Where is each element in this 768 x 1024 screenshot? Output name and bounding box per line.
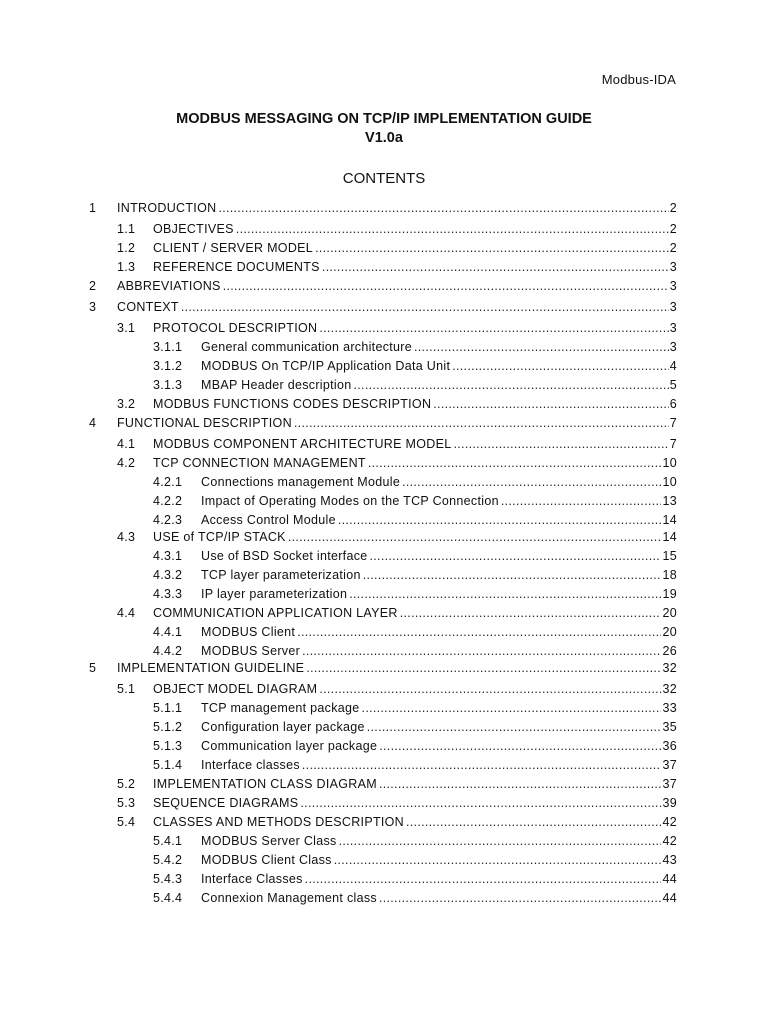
toc-entry[interactable] (0, 756, 768, 775)
toc-entry-number: 1.2 (117, 241, 136, 255)
toc-entry-number: 2 (89, 279, 97, 293)
toc-entry-number: 5.1.2 (153, 720, 183, 734)
toc-entry[interactable] (0, 659, 768, 678)
toc-dot-leader (322, 258, 669, 277)
toc-dot-leader (454, 435, 669, 454)
toc-entry-number: 5.3 (117, 796, 136, 810)
toc-entry-number: 1.3 (117, 260, 136, 274)
toc-entry-number: 3.1.2 (153, 359, 183, 373)
toc-entry[interactable] (0, 680, 768, 699)
toc-dot-leader (363, 566, 662, 585)
toc-entry-title: ABBREVIATIONS (117, 279, 221, 293)
toc-entry[interactable] (0, 298, 768, 317)
toc-entry[interactable] (0, 889, 768, 908)
toc-dot-leader (339, 832, 662, 851)
toc-entry-page: 6 (669, 397, 677, 411)
toc-entry-page: 43 (662, 853, 677, 867)
toc-entry[interactable] (0, 585, 768, 604)
toc-entry-title: Connections management Module (201, 475, 401, 489)
toc-dot-leader (402, 473, 661, 492)
toc-entry-page: 42 (662, 834, 677, 848)
toc-entry[interactable] (0, 794, 768, 813)
toc-entry-page: 10 (662, 475, 677, 489)
toc-entry-number: 4.4.1 (153, 625, 183, 639)
toc-entry-title: CONTEXT (117, 300, 179, 314)
toc-entry-title: MODBUS Server (201, 644, 301, 658)
toc-entry-title: Use of BSD Socket interface (201, 549, 368, 563)
toc-dot-leader (297, 623, 661, 642)
toc-entry-page: 39 (662, 796, 677, 810)
toc-entry-page: 26 (662, 644, 677, 658)
toc-entry-page: 2 (669, 222, 677, 236)
toc-entry[interactable] (0, 623, 768, 642)
toc-entry-title: INTRODUCTION (117, 201, 217, 215)
toc-entry-title: IMPLEMENTATION CLASS DIAGRAM (153, 777, 377, 791)
toc-entry-page: 35 (662, 720, 677, 734)
toc-dot-leader (400, 604, 662, 623)
toc-entry-page: 33 (662, 701, 677, 715)
toc-entry-number: 5.1.3 (153, 739, 183, 753)
toc-dot-leader (349, 585, 661, 604)
toc-entry-number: 4.3.1 (153, 549, 183, 563)
toc-entry-page: 36 (662, 739, 677, 753)
toc-entry-page: 2 (669, 241, 677, 255)
toc-dot-leader (305, 870, 662, 889)
toc-entry[interactable] (0, 775, 768, 794)
toc-entry-page: 32 (662, 661, 677, 675)
toc-entry-page: 14 (662, 513, 677, 527)
toc-entry-number: 4.2.1 (153, 475, 183, 489)
toc-entry-title: MODBUS FUNCTIONS CODES DESCRIPTION (153, 397, 432, 411)
title-line-1: MODBUS MESSAGING ON TCP/IP IMPLEMENTATION GUIDE (176, 111, 592, 127)
toc-entry-number: 1.1 (117, 222, 136, 236)
toc-entry-number: 4.3.3 (153, 587, 183, 601)
toc-entry-title: REFERENCE DOCUMENTS (153, 260, 320, 274)
toc-entry-page: 20 (662, 625, 677, 639)
toc-dot-leader (379, 737, 661, 756)
toc-entry[interactable] (0, 199, 768, 218)
toc-entry-number: 1 (89, 201, 97, 215)
toc-entry-page: 18 (662, 568, 677, 582)
toc-entry-number: 5.4.4 (153, 891, 183, 905)
toc-entry-title: IP layer parameterization (201, 587, 348, 601)
toc-entry-page: 3 (669, 340, 677, 354)
toc-entry-title: MODBUS Client (201, 625, 296, 639)
toc-entry-number: 4.4 (117, 606, 136, 620)
toc-entry-title: Configuration layer package (201, 720, 365, 734)
toc-entry[interactable] (0, 737, 768, 756)
toc-entry-number: 4.2 (117, 456, 136, 470)
toc-entry-title: SEQUENCE DIAGRAMS (153, 796, 299, 810)
toc-entry[interactable] (0, 718, 768, 737)
toc-entry-number: 5.4.3 (153, 872, 183, 886)
toc-entry-page: 44 (662, 872, 677, 886)
toc-dot-leader (433, 395, 668, 414)
toc-entry-title: CLASSES AND METHODS DESCRIPTION (153, 815, 405, 829)
toc-entry-page: 13 (662, 494, 677, 508)
toc-entry[interactable] (0, 473, 768, 492)
toc-entry-page: 3 (669, 300, 677, 314)
toc-dot-leader (319, 680, 661, 699)
toc-entry-title: TCP CONNECTION MANAGEMENT (153, 456, 366, 470)
toc-entry-page: 37 (662, 758, 677, 772)
toc-entry-number: 4.3 (117, 530, 136, 544)
toc-dot-leader (370, 547, 662, 566)
toc-entry-page: 42 (662, 815, 677, 829)
toc-entry-page: 14 (662, 530, 677, 544)
toc-entry-page: 5 (669, 378, 677, 392)
toc-entry-page: 7 (669, 416, 677, 430)
toc-entry-title: Access Control Module (201, 513, 336, 527)
toc-dot-leader (354, 376, 669, 395)
toc-entry-page: 20 (662, 606, 677, 620)
toc-entry-title: Impact of Operating Modes on the TCP Connection (201, 494, 499, 508)
toc-entry-number: 3.2 (117, 397, 136, 411)
toc-entry-title: COMMUNICATION APPLICATION LAYER (153, 606, 398, 620)
toc-entry-page: 32 (662, 682, 677, 696)
toc-entry-page: 44 (662, 891, 677, 905)
toc-dot-leader (452, 357, 669, 376)
toc-entry[interactable] (0, 870, 768, 889)
toc-dot-leader (501, 492, 662, 511)
toc-entry[interactable] (0, 566, 768, 585)
toc-entry[interactable] (0, 357, 768, 376)
contents-heading: CONTENTS (342, 170, 426, 187)
toc-entry-title: MBAP Header description (201, 378, 352, 392)
toc-entry[interactable] (0, 813, 768, 832)
toc-dot-leader (367, 718, 662, 737)
toc-dot-leader (362, 699, 662, 718)
toc-entry[interactable] (0, 435, 768, 454)
toc-entry-number: 4.4.2 (153, 644, 183, 658)
toc-entry-title: TCP layer parameterization (201, 568, 361, 582)
toc-dot-leader (379, 889, 662, 908)
toc-dot-leader (236, 220, 669, 239)
toc-entry[interactable] (0, 338, 768, 357)
title-version: V1.0a (365, 130, 403, 146)
toc-entry-number: 5.1.4 (153, 758, 183, 772)
toc-entry-page: 19 (662, 587, 677, 601)
toc-entry[interactable] (0, 319, 768, 338)
toc-entry[interactable] (0, 528, 768, 547)
toc-entry[interactable] (0, 395, 768, 414)
toc-entry-title: General communication architecture (201, 340, 412, 354)
toc-entry-page: 3 (669, 321, 677, 335)
toc-entry-number: 4.3.2 (153, 568, 183, 582)
toc-entry-title: TCP management package (201, 701, 360, 715)
toc-entry-title: OBJECTIVES (153, 222, 234, 236)
toc-dot-leader (315, 239, 669, 258)
toc-entry-page: 3 (669, 279, 677, 293)
toc-entry[interactable] (0, 699, 768, 718)
toc-entry-title: Connexion Management class (201, 891, 377, 905)
toc-entry[interactable] (0, 277, 768, 296)
toc-entry[interactable] (0, 258, 768, 277)
toc-dot-leader (300, 794, 661, 813)
toc-entry-number: 5.4.2 (153, 853, 183, 867)
toc-dot-leader (379, 775, 662, 794)
toc-entry-title: MODBUS Server Class (201, 834, 337, 848)
toc-entry-number: 3.1 (117, 321, 136, 335)
toc-dot-leader (294, 414, 669, 433)
toc-entry-number: 5.1.1 (153, 701, 183, 715)
toc-entry-page: 4 (669, 359, 677, 373)
toc-entry[interactable] (0, 454, 768, 473)
toc-dot-leader (288, 528, 662, 547)
toc-entry[interactable] (0, 414, 768, 433)
toc-dot-leader (302, 756, 662, 775)
toc-entry-title: USE of TCP/IP STACK (153, 530, 286, 544)
toc-entry-number: 4 (89, 416, 97, 430)
toc-entry-title: MODBUS On TCP/IP Application Data Unit (201, 359, 451, 373)
toc-dot-leader (181, 298, 669, 317)
toc-dot-leader (334, 851, 662, 870)
toc-entry-number: 3.1.3 (153, 378, 183, 392)
toc-entry-title: FUNCTIONAL DESCRIPTION (117, 416, 292, 430)
toc-entry[interactable] (0, 604, 768, 623)
toc-entry-title: PROTOCOL DESCRIPTION (153, 321, 318, 335)
toc-entry-page: 2 (669, 201, 677, 215)
toc-entry-number: 4.1 (117, 437, 136, 451)
toc-entry-page: 3 (669, 260, 677, 274)
toc-entry-number: 5.4.1 (153, 834, 183, 848)
toc-dot-leader (319, 319, 668, 338)
toc-entry-title: Interface Classes (201, 872, 303, 886)
toc-entry-number: 5.2 (117, 777, 136, 791)
toc-entry-title: OBJECT MODEL DIAGRAM (153, 682, 318, 696)
toc-entry-number: 3.1.1 (153, 340, 183, 354)
toc-entry-page: 7 (669, 437, 677, 451)
toc-entry[interactable] (0, 832, 768, 851)
toc-entry-title: CLIENT / SERVER MODEL (153, 241, 314, 255)
toc-entry-number: 5.1 (117, 682, 136, 696)
toc-dot-leader (368, 454, 662, 473)
toc-entry-page: 15 (662, 549, 677, 563)
toc-dot-leader (218, 199, 668, 218)
toc-entry-number: 4.2.3 (153, 513, 183, 527)
toc-entry-number: 3 (89, 300, 97, 314)
toc-entry[interactable] (0, 547, 768, 566)
toc-entry-number: 5 (89, 661, 97, 675)
toc-entry-title: MODBUS Client Class (201, 853, 332, 867)
toc-entry-number: 5.4 (117, 815, 136, 829)
toc-entry-title: Communication layer package (201, 739, 378, 753)
toc-entry-number: 4.2.2 (153, 494, 183, 508)
document-owner: Modbus-IDA (601, 72, 676, 87)
toc-entry-page: 10 (662, 456, 677, 470)
toc-dot-leader (406, 813, 661, 832)
toc-dot-leader (414, 338, 669, 357)
toc-entry-title: IMPLEMENTATION GUIDELINE (117, 661, 305, 675)
document-title (0, 110, 768, 148)
toc-entry[interactable] (0, 220, 768, 239)
toc-entry[interactable] (0, 239, 768, 258)
toc-entry-title: Interface classes (201, 758, 300, 772)
toc-dot-leader (223, 277, 669, 296)
toc-entry-title: MODBUS COMPONENT ARCHITECTURE MODEL (153, 437, 452, 451)
toc-entry-page: 37 (662, 777, 677, 791)
toc-entry[interactable] (0, 851, 768, 870)
toc-dot-leader (306, 659, 661, 678)
toc-entry[interactable] (0, 376, 768, 395)
toc-entry[interactable] (0, 492, 768, 511)
